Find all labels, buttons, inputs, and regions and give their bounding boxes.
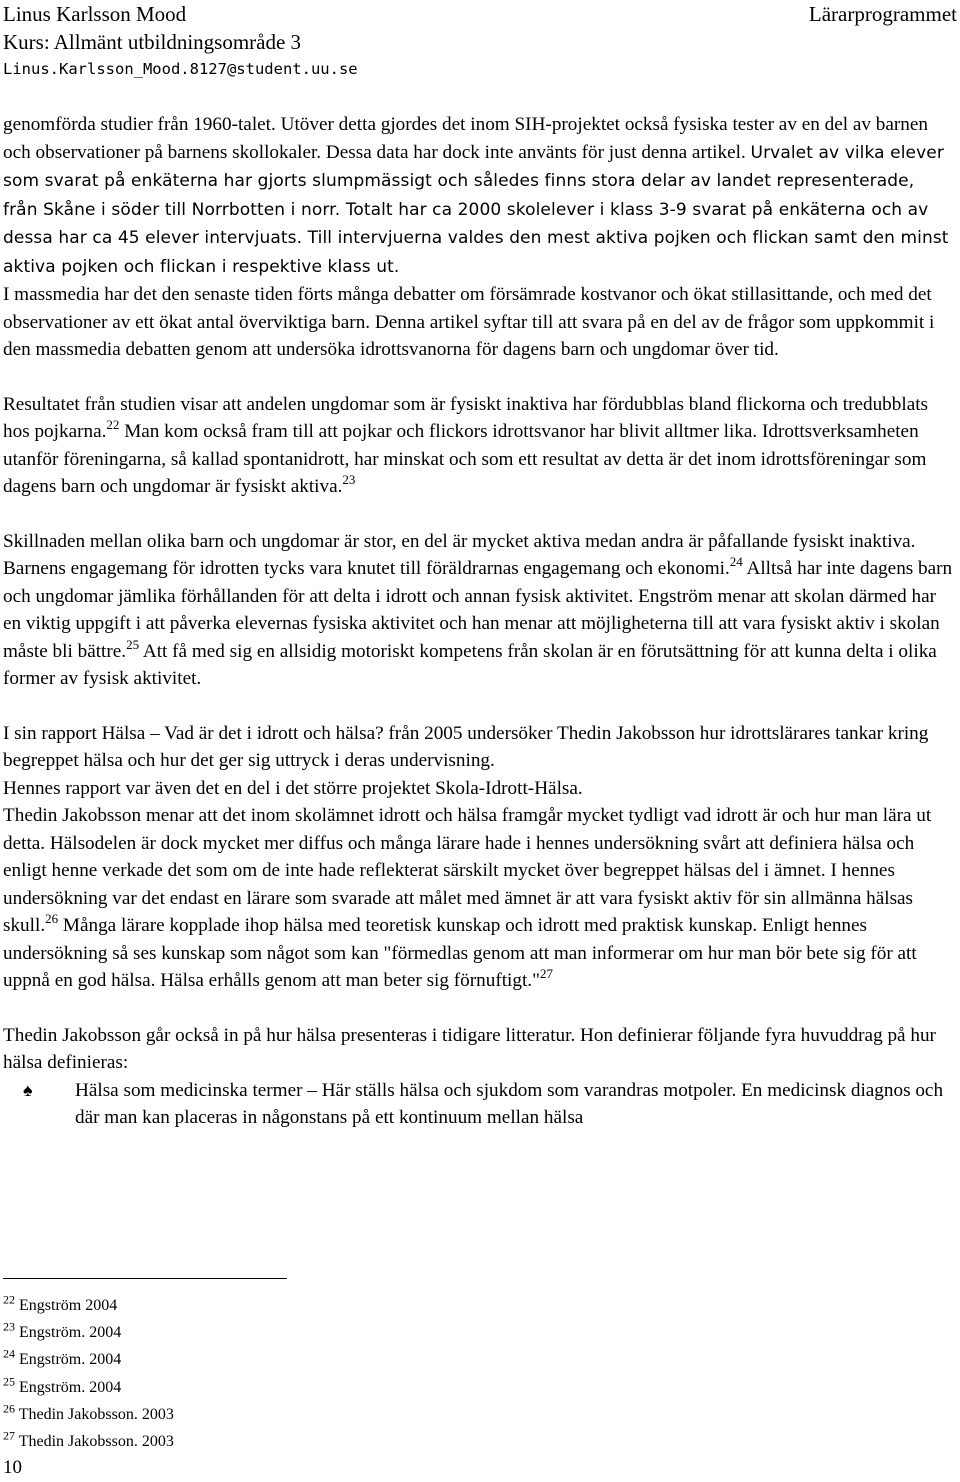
paragraph-2-text-a: Resultatet från studien visar att andelen ungdomar som är fysiskt inaktiva har fördubblas bland flickorna och tredubblats hos pojkarna. [3,393,929,442]
paragraph-4-text-e: I hennes undersökning var det endast en lärare som svarade att målet med ämnet är att vara fysiskt aktiv för sin allmänna hälsas skull. [3,860,914,936]
paragraph-1-sentences-d: Till intervjuerna valdes den mest aktiva pojken och flickan samt den minst aktiva pojken och flickan i respektive klass ut. [3,228,949,277]
paragraph-3-text-d: Engström menar att skolan därmed har en viktig uppgift i att påverka elevernas fysiska aktivitet och han menar att möjligheterna till att vara fysiskt aktiv i skolan måste bli bättre. [3,585,940,662]
paragraph-4-text-g: Enligt hennes undersökning så ses kunskap som något som kan "förmedlas genom att man informerar om hur man bör bete sig för att uppnå en god hälsa. Hälsa erhålls genom att man beter sig förnuftigt." [3,915,917,991]
paragraph-1 [3,111,953,281]
footnote-text: Engström 2004 [15,1297,118,1314]
paragraph-4c [3,802,953,995]
paragraph-1-sentences-c: Totalt har ca 2000 skolelever i klass 3-9 svarat på enkäterna och av dessa har ca 45 elever intervjuats. [3,199,929,248]
footnote-ref-26[interactable]: 26 [45,911,59,927]
footnote-ref-24[interactable]: 24 [729,554,743,570]
paragraph-3-text-b: Barnens engagemang för idrotten tycks vara knutet till föräldrarnas engagemang och ekonomi. [3,558,730,579]
footnote-ref-27[interactable]: 27 [539,966,553,982]
paragraph-3-text-a: Skillnaden mellan olika barn och ungdomar är stor, en del är mycket aktiva medan andra är påfallande fysiskt inaktiva. [3,530,916,552]
paragraph-2 [3,391,953,501]
paragraph-gap [3,995,953,1022]
paragraph-gap [3,501,953,528]
paragraph-2-text-c: Idrottsverksamheten utanför föreningarna, så kallad spontanidrott, har minskat och som ett resultat av detta är det inom idrottsföreningar som dagens barn och ungdomar är fysiskt aktiva. [3,421,927,497]
footnote-ref-23[interactable]: 23 [342,472,356,488]
footnote-text: Thedin Jakobsson. 2003 [15,1405,174,1423]
footnote-number: 26 [3,1401,15,1416]
footnote-separator [3,1278,287,1279]
footnote-item [3,1319,174,1346]
footnote-number: 22 [3,1292,15,1307]
footnote-ref-22[interactable]: 22 [106,417,120,433]
list-item-text: Hälsa som medicinska termer – Här ställs hälsa och sjukdom som varandras motpoler. En medicinsk diagnos och där man kan placeras in någonstans på ett kontinuum mellan hälsa [75,1079,944,1128]
paragraph-5 [3,1022,953,1077]
footnote-number: 27 [3,1428,15,1443]
paragraph-2-text-b: Man kom också fram till att pojkar och flickors idrottsvanor har blivit alltmer lika. [119,421,763,442]
paragraph-1-sentences-f: Denna artikel syftar till att svara på en del av de frågor som uppkommit i den massmedia debatten genom att undersöka idrottsvanorna för dagens barn och ungdomar över tid. [3,311,935,360]
paragraph-4-text-c: Thedin Jakobsson menar att det inom skolämnet idrott och hälsa framgår mycket tydligt vad idrott är och hur man lära ut detta. [3,805,932,854]
footnote-text: Engström. 2004 [15,1351,122,1369]
list-item [23,1077,953,1132]
footnote-item [3,1374,174,1401]
header-course: Kurs: Allmänt utbildningsområde 3 [3,30,302,54]
footnote-text: Engström. 2004 [15,1324,122,1342]
footnote-item [3,1401,174,1428]
paragraph-1-sentences-e: I massmedia har det den senaste tiden förts många debatter om försämrade kostvanor och ökat stillasittande, och med det observationer av ett ökat antal överviktiga barn. [3,284,932,333]
paragraph-4-text-a: I sin rapport Hälsa – Vad är det i idrott och hälsa? från 2005 undersöker Thedin Jakobsson hur idrottslärares tankar kring begreppet hälsa och hur det ger sig uttryck i deras undervisning. [3,722,929,771]
page-header-left [3,0,358,82]
footnote-item [3,1428,174,1455]
paragraph-5-text: Thedin Jakobsson går också in på hur hälsa presenteras i tidigare litteratur. Hon definierar följande fyra huvuddrag på hur hälsa definieras: [3,1024,936,1073]
footnote-item [3,1292,174,1319]
paragraph-1b [3,281,953,364]
body-text [3,111,953,1132]
page-number: 10 [3,1457,22,1478]
paragraph-gap [3,364,953,391]
paragraph-4-text-d: Hälsodelen är dock mycket mer diffus och många lärare hade i hennes undersökning svårt att definiera hälsa och enligt henne verkade det som om de inte hade reflekterat särskilt mycket över begreppet hälsas del i ämnet. [3,832,915,881]
footnote-number: 23 [3,1319,15,1334]
paragraph-3-text-c: Alltså har inte dagens barn och ungdomar jämlika förhållanden för att delta i idrott och annan fysisk aktivitet. [3,558,953,607]
footnotes [3,1292,174,1455]
header-author: Linus Karlsson Mood [3,2,187,26]
footnote-number: 25 [3,1374,15,1389]
paragraph-4-text-b: Hennes rapport var även det en del i det större projektet Skola-Idrott-Hälsa. [3,777,583,799]
header-program: Lärarprogrammet [808,2,957,26]
paragraph-3 [3,528,953,693]
footnote-item [3,1346,174,1373]
paragraph-4-text-f: Många lärare kopplade ihop hälsa med teoretisk kunskap och idrott med praktisk kunskap. [58,915,763,936]
header-email: Linus.Karlsson_Mood.8127@student.uu.se [3,60,358,78]
paragraph-1-sentences-b: Urvalet av vilka elever som svarat på enkäterna har gjorts slumpmässigt och således finns stora delar av landet representerade, från Skåne i söder till Norrbotten i norr. [3,142,944,220]
footnote-number: 24 [3,1346,15,1361]
paragraph-gap [3,693,953,720]
footnote-text: Thedin Jakobsson. 2003 [15,1433,174,1451]
footnote-text: Engström. 2004 [15,1378,122,1396]
paragraph-3-text-e: Att få med sig en allsidig motoriskt kompetens från skolan är en förutsättning för att kunna delta i olika former av fysisk aktivitet. [3,640,937,689]
paragraph-1-sentences-a: genomförda studier från 1960-talet. Utöver detta gjordes det inom SIH-projektet också fysiska tester av en del av barnen och observationer på barnens skollokaler. Dessa data har dock inte använts för just denna artikel. [3,114,928,163]
bullet-icon: ♠ [23,1079,33,1100]
paragraph-4b [3,775,953,803]
footnote-ref-25[interactable]: 25 [126,636,140,652]
paragraph-4a [3,720,953,775]
